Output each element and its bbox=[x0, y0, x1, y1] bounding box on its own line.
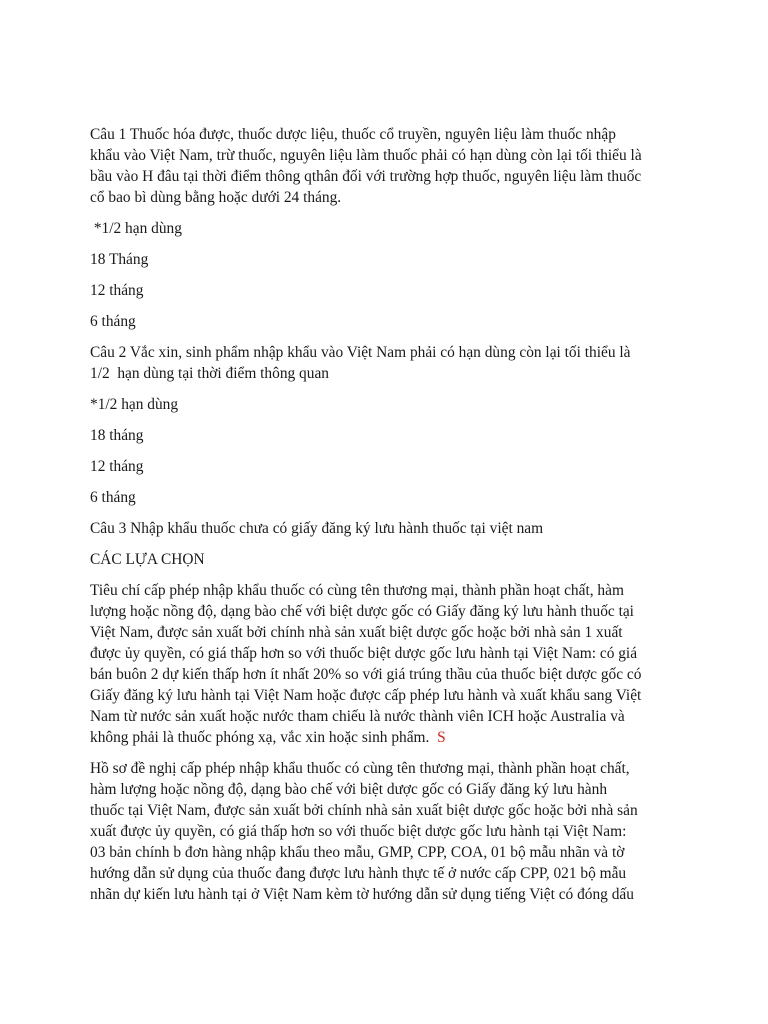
question-2-option bbox=[90, 425, 688, 446]
question-2-line: Câu 2 Vắc xin, sinh phẩm nhập khẩu vào Việt Nam phải có hạn dùng còn lại tối thiểu là bbox=[90, 344, 631, 361]
option-text: 12 tháng bbox=[90, 282, 144, 299]
paragraph-line: thuốc tại Việt Nam, được sản xuất bởi chính nhà sản xuất biệt dược gốc hoặc bởi nhà sản bbox=[90, 802, 638, 819]
question-2-text bbox=[90, 342, 688, 384]
paragraph-line: 03 bản chính b đơn hàng nhập khẩu theo mẫu, GMP, CPP, COA, 01 bộ mẫu nhãn và tờ bbox=[90, 844, 625, 861]
option-text: 18 tháng bbox=[90, 427, 144, 444]
option-text: *1/2 hạn dùng bbox=[90, 220, 182, 237]
option-text: *1/2 hạn dùng bbox=[90, 396, 179, 413]
paragraph-line: nhãn dự kiến lưu hành tại ở Việt Nam kèm tờ hướng dẫn sử dụng tiếng Việt có đóng dấu bbox=[90, 886, 634, 903]
question-3-line: Câu 3 Nhập khẩu thuốc chưa có giấy đăng ký lưu hành thuốc tại việt nam bbox=[90, 520, 544, 537]
question-1-option bbox=[90, 311, 688, 332]
question-1-line: Câu 1 Thuốc hóa được, thuốc dược liệu, thuốc cổ truyền, nguyên liệu làm thuốc nhập bbox=[90, 126, 616, 143]
question-2-option bbox=[90, 487, 688, 508]
question-2-option-answer bbox=[90, 394, 688, 415]
choice-paragraph-1 bbox=[90, 580, 688, 748]
paragraph-line: được ủy quyền, có giá thấp hơn so với thuốc biệt dược gốc lưu hành tại Việt Nam: có giá bbox=[90, 645, 638, 662]
paragraph-line: Hồ sơ đề nghị cấp phép nhập khẩu thuốc có cùng tên thương mại, thành phần hoạt chất, bbox=[90, 760, 630, 777]
paragraph-line: Tiêu chí cấp phép nhập khẩu thuốc có cùng tên thương mại, thành phần hoạt chất, hàm bbox=[90, 582, 624, 599]
question-3-title bbox=[90, 518, 688, 539]
option-text: 12 tháng bbox=[90, 458, 144, 475]
question-1-line: cổ bao bì dùng bằng hoặc dưới 24 tháng. bbox=[90, 189, 342, 206]
paragraph-line: xuất được ủy quyền, có giá thấp hơn so với thuốc biệt dược gốc lưu hành tại Việt Nam: bbox=[90, 823, 627, 840]
question-1-text bbox=[90, 124, 688, 208]
question-1-option-answer bbox=[90, 218, 688, 239]
question-2-line: 1/2 hạn dùng tại thời điểm thông quan bbox=[90, 365, 329, 382]
paragraph-line: Việt Nam, được sản xuất bởi chính nhà sản xuất biệt dược gốc hoặc bởi nhà sản 1 xuất bbox=[90, 624, 623, 641]
question-1-line: khẩu vào Việt Nam, trừ thuốc, nguyên liệu làm thuốc phải có hạn dùng còn lại tối thiểu là bbox=[90, 147, 642, 164]
paragraph-line: hàm lượng hoặc nồng độ, dạng bào chế với biệt dược gốc có Giấy đăng ký lưu hành bbox=[90, 781, 608, 798]
question-1-option bbox=[90, 249, 688, 270]
option-text: 18 Tháng bbox=[90, 251, 149, 268]
question-1-option bbox=[90, 280, 688, 301]
paragraph-line: Nam từ nước sản xuất hoặc nước tham chiếu là nước thành viên ICH hoặc Australia và bbox=[90, 708, 625, 725]
answer-marker: S bbox=[437, 729, 446, 746]
choice-paragraph-2 bbox=[90, 758, 688, 905]
choices-heading-text: CÁC LỰA CHỌN bbox=[90, 551, 205, 568]
paragraph-line: hướng dẫn sử dụng của thuốc đang được lưu hành thực tế ở nước cấp CPP, 021 bộ mẫu bbox=[90, 865, 627, 882]
option-text: 6 tháng bbox=[90, 313, 136, 330]
question-1-line: bầu vào H đâu tại thời điểm thông qthân đối với trường hợp thuốc, nguyên liệu làm thuốc bbox=[90, 168, 642, 185]
choices-heading bbox=[90, 549, 688, 570]
question-2-option bbox=[90, 456, 688, 477]
paragraph-line: bán buôn 2 dự kiến thấp hơn ít nhất 20% so với giá trúng thầu của thuốc biệt dược gốc có bbox=[90, 666, 642, 683]
option-text: 6 tháng bbox=[90, 489, 136, 506]
paragraph-line-last bbox=[90, 727, 688, 748]
paragraph-line: Giấy đăng ký lưu hành tại Việt Nam hoặc được cấp phép lưu hành và xuất khẩu sang Việt bbox=[90, 687, 642, 704]
paragraph-line: lượng hoặc nồng độ, dạng bào chế với biệt dược gốc có Giấy đăng ký lưu hành thuốc tại bbox=[90, 603, 634, 620]
document-body bbox=[90, 124, 688, 915]
paragraph-line-text: không phải là thuốc phóng xạ, vắc xin hoặc sinh phẩm. bbox=[90, 729, 438, 746]
